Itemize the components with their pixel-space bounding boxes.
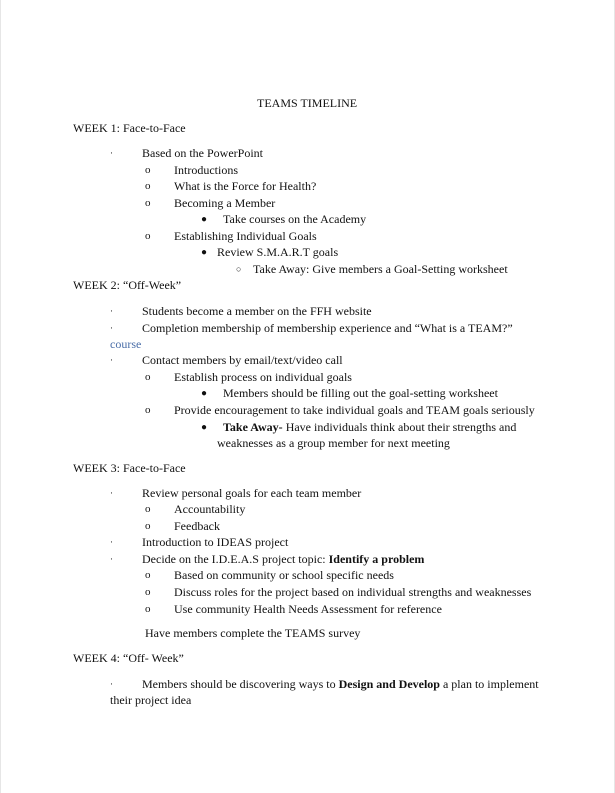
week3-item1: Review personal goals for each team member: [142, 486, 362, 500]
circle-bullet: o: [145, 230, 151, 242]
week1-sub4b: Take Away: Give members a Goal-Setting worksheet: [253, 262, 508, 276]
ring-bullet: ○: [236, 264, 242, 274]
week3-sub5: Use community Health Needs Assessment for reference: [174, 602, 442, 616]
middot-bullet: ·: [110, 537, 113, 547]
week4-item-wrap: their project idea: [110, 693, 192, 707]
week3-sub4: Discuss roles for the project based on individual strengths and weaknesses: [174, 585, 532, 599]
week1-sub2: What is the Force for Health?: [174, 179, 317, 193]
dot-bullet: ●: [201, 422, 208, 433]
week1-sub1: Introductions: [174, 163, 238, 177]
week1-sub4a: Review S.M.A.R.T goals: [217, 245, 339, 259]
circle-bullet: o: [145, 404, 151, 416]
week3-item2: Introduction to IDEAS project: [142, 535, 289, 549]
middot-bullet: ·: [110, 488, 113, 498]
middot-bullet: ·: [110, 355, 113, 365]
middot-bullet: ·: [110, 306, 113, 316]
identify-problem-label: Identify a problem: [328, 552, 425, 566]
week2-sub2a-text: Have individuals think about their strengths and: [282, 420, 517, 434]
week2-item2-wrap: course: [110, 337, 142, 351]
circle-bullet: o: [145, 180, 151, 192]
dot-bullet: ●: [201, 214, 208, 225]
week4-item-pre: Members should be discovering ways to: [142, 677, 339, 691]
circle-bullet: o: [145, 503, 151, 515]
week2-item3: Contact members by email/text/video call: [142, 353, 343, 367]
week3-item3: [142, 552, 424, 567]
week3-sub3: Based on community or school specific needs: [174, 568, 394, 582]
circle-bullet: o: [145, 569, 151, 581]
week3-heading: WEEK 3: Face-to-Face: [73, 461, 186, 475]
week2-item1: Students become a member on the FFH website: [142, 304, 372, 318]
week2-heading: WEEK 2: “Off-Week”: [73, 278, 182, 292]
week4-item: [142, 677, 539, 692]
week2-sub1: Establish process on individual goals: [174, 370, 352, 384]
circle-bullet: o: [145, 164, 151, 176]
middot-bullet: ·: [110, 148, 113, 158]
week2-sub2: Provide encouragement to take individual goals and TEAM goals seriously: [174, 403, 535, 417]
week1-sub3a: Take courses on the Academy: [223, 212, 367, 226]
dot-bullet: ●: [201, 388, 208, 399]
week4-heading: WEEK 4: “Off- Week”: [73, 651, 184, 665]
middot-bullet: ·: [110, 323, 113, 333]
week2-item2: Completion membership of membership experience and “What is a TEAM?”: [142, 321, 513, 335]
week2-sub1a: Members should be filling out the goal-setting worksheet: [223, 386, 498, 400]
week3-note: Have members complete the TEAMS survey: [145, 626, 361, 640]
week4-item-post: a plan to implement: [439, 677, 539, 691]
circle-bullet: o: [145, 520, 151, 532]
week1-item: Based on the PowerPoint: [142, 146, 263, 160]
circle-bullet: o: [145, 603, 151, 615]
week1-sub4: Establishing Individual Goals: [174, 229, 317, 243]
design-develop-label: Design and Develop: [338, 677, 440, 691]
week3-item3-text: Decide on the I.D.E.A.S project topic:: [142, 552, 329, 566]
week1-heading: WEEK 1: Face-to-Face: [73, 121, 186, 135]
circle-bullet: o: [145, 197, 151, 209]
dot-bullet: ●: [201, 247, 208, 258]
circle-bullet: o: [145, 586, 151, 598]
middot-bullet: ·: [110, 679, 113, 689]
circle-bullet: o: [145, 371, 151, 383]
week1-sub3: Becoming a Member: [174, 196, 276, 210]
week3-sub1: Accountability: [174, 502, 246, 516]
week2-sub2a: [223, 420, 516, 435]
week2-sub2a-wrap: weaknesses as a group member for next meeting: [217, 436, 450, 450]
middot-bullet: ·: [110, 554, 113, 564]
week3-sub2: Feedback: [174, 519, 220, 533]
take-away-label: Take Away-: [223, 420, 283, 434]
document-title: TEAMS TIMELINE: [257, 96, 358, 110]
